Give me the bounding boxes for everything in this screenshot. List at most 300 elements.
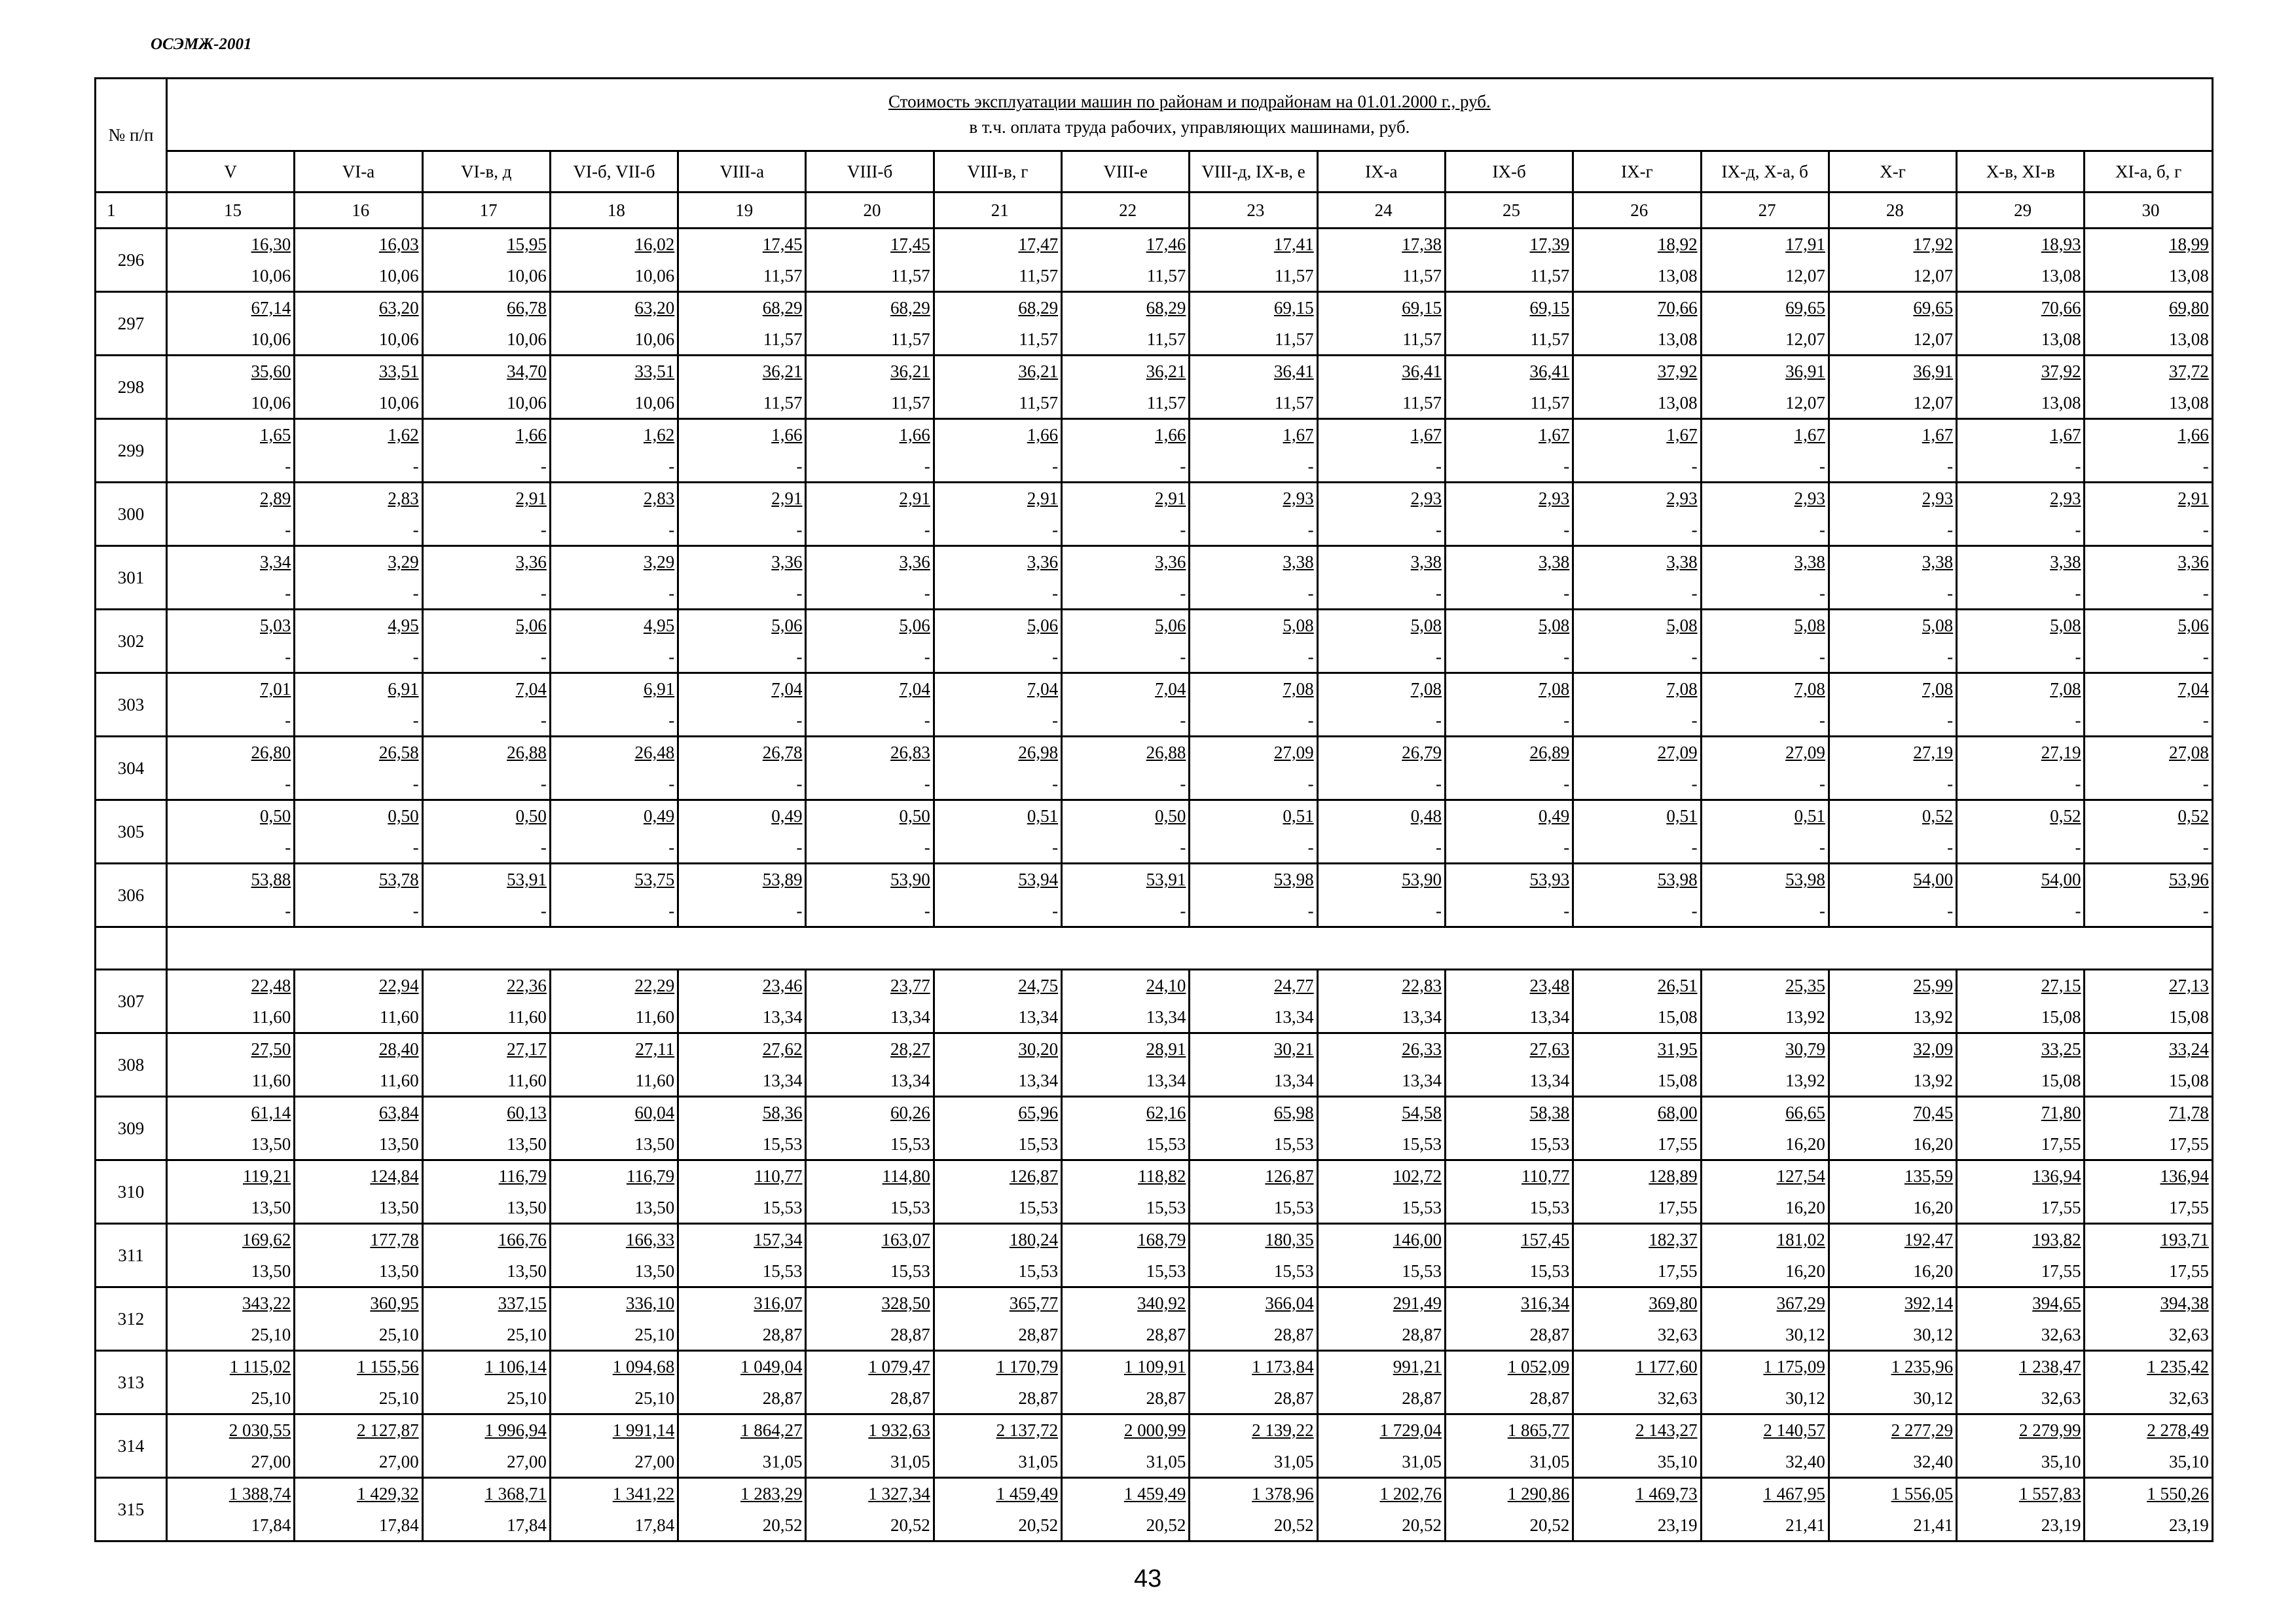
wage-value: 11,57	[1530, 266, 1570, 286]
header-title-cell	[167, 79, 2213, 151]
cost-value: 1 469,73	[1635, 1484, 1698, 1504]
wage-value: -	[285, 774, 291, 794]
value-cell	[422, 1287, 550, 1351]
wage-value: 28,87	[1146, 1325, 1186, 1344]
wage-value: -	[924, 520, 930, 540]
column-number: 1	[96, 193, 167, 229]
column-number: 23	[1190, 193, 1317, 229]
wage-value: 15,08	[2169, 1071, 2209, 1090]
value-cell	[550, 1478, 678, 1541]
wage-value: -	[285, 901, 291, 921]
wage-value: 15,53	[1273, 1261, 1314, 1281]
cost-value: 110,77	[1522, 1166, 1570, 1186]
value-cell	[678, 1414, 806, 1478]
wage-value: -	[285, 710, 291, 730]
wage-value: -	[1947, 583, 1954, 603]
row-number: 300	[96, 483, 167, 546]
cost-value: 3,38	[2050, 552, 2081, 572]
wage-value: -	[1691, 583, 1698, 603]
cost-value: 7,04	[515, 679, 547, 699]
value-cell	[1317, 610, 1445, 673]
cost-value: 17,92	[1913, 234, 1954, 254]
cost-value: 127,54	[1776, 1166, 1825, 1186]
value-cell	[1062, 546, 1190, 610]
wage-value: 15,08	[2169, 1007, 2209, 1027]
cost-value: 22,83	[1402, 976, 1442, 995]
wage-value: 25,10	[251, 1325, 291, 1344]
value-cell	[934, 970, 1061, 1033]
value-cell	[1957, 1287, 2085, 1351]
value-cell	[1190, 864, 1317, 927]
wage-value: 20,52	[1018, 1515, 1059, 1535]
value-cell	[806, 737, 934, 800]
cost-value: 3,38	[1283, 552, 1314, 572]
wage-value: 15,53	[1402, 1261, 1442, 1281]
value-cell	[678, 356, 806, 419]
wage-value: 12,07	[1913, 393, 1954, 413]
wage-value: -	[1052, 774, 1059, 794]
row-number: 314	[96, 1414, 167, 1478]
value-cell	[295, 229, 422, 292]
wage-value: 11,57	[1530, 393, 1570, 413]
column-number: 21	[934, 193, 1061, 229]
table-row	[96, 800, 2213, 864]
cost-value: 1 235,42	[2147, 1357, 2209, 1376]
column-number: 25	[1445, 193, 1573, 229]
wage-value: 16,20	[1913, 1134, 1954, 1154]
wage-value: -	[1563, 647, 1570, 667]
column-number: 24	[1317, 193, 1445, 229]
column-header: VI-в, д	[422, 151, 550, 193]
table-row	[96, 292, 2213, 356]
wage-value: -	[1691, 647, 1698, 667]
value-cell	[1573, 737, 1701, 800]
cost-value: 18,93	[2041, 234, 2081, 254]
cost-value: 2 279,99	[2018, 1420, 2081, 1440]
value-cell	[1445, 356, 1573, 419]
wage-value: 23,19	[1657, 1515, 1698, 1535]
column-number: 20	[806, 193, 934, 229]
value-cell	[1701, 970, 1829, 1033]
table-row	[96, 970, 2213, 1033]
wage-value: -	[1435, 456, 1442, 476]
cost-value: 26,33	[1402, 1039, 1442, 1059]
cost-value: 119,21	[243, 1166, 291, 1186]
wage-value: 10,06	[634, 393, 675, 413]
value-cell	[1445, 229, 1573, 292]
wage-value: 17,84	[378, 1515, 419, 1535]
wage-value: 20,52	[1273, 1515, 1314, 1535]
table-row	[96, 610, 2213, 673]
cost-value: 69,65	[1913, 298, 1954, 318]
value-cell	[1190, 610, 1317, 673]
column-header: VIII-д, IX-в, е	[1190, 151, 1317, 193]
cost-value: 3,29	[643, 552, 675, 572]
value-cell	[1317, 800, 1445, 864]
value-cell	[806, 292, 934, 356]
wage-value: 17,84	[251, 1515, 291, 1535]
column-headers-row	[96, 151, 2213, 193]
value-cell	[1957, 800, 2085, 864]
cost-value: 2 030,55	[228, 1420, 291, 1440]
value-cell	[1957, 610, 2085, 673]
cost-value: 26,83	[890, 743, 930, 762]
value-cell	[1701, 610, 1829, 673]
cost-value: 3,38	[1794, 552, 1825, 572]
wage-value: 11,60	[251, 1007, 291, 1027]
wage-value: -	[1947, 456, 1954, 476]
wage-value: -	[1180, 774, 1186, 794]
wage-value: -	[1052, 710, 1059, 730]
wage-value: 15,53	[1529, 1261, 1570, 1281]
cost-value: 5,08	[1410, 616, 1442, 635]
wage-value: 27,00	[251, 1452, 291, 1471]
table-row	[96, 737, 2213, 800]
wage-value: -	[1947, 710, 1954, 730]
value-cell	[1445, 1287, 1573, 1351]
cost-value: 27,13	[2169, 976, 2209, 995]
value-cell	[1317, 737, 1445, 800]
wage-value: 27,00	[507, 1452, 547, 1471]
cost-value: 28,91	[1146, 1039, 1186, 1059]
wage-value: 28,87	[1402, 1325, 1442, 1344]
value-cell	[1445, 737, 1573, 800]
cost-value: 1,67	[2050, 425, 2081, 445]
value-cell	[1573, 864, 1701, 927]
cost-value: 124,84	[370, 1166, 419, 1186]
cost-value: 37,92	[1657, 361, 1698, 381]
cost-value: 1,67	[1283, 425, 1314, 445]
cost-value: 23,77	[890, 976, 930, 995]
wage-value: 28,87	[1018, 1325, 1059, 1344]
value-cell	[1062, 1478, 1190, 1541]
table-row	[96, 546, 2213, 610]
wage-value: 31,05	[1529, 1452, 1570, 1471]
value-cell	[1701, 1224, 1829, 1287]
cost-value: 33,51	[634, 361, 675, 381]
wage-value: 11,57	[1402, 266, 1442, 286]
wage-value: -	[1052, 456, 1059, 476]
wage-value: 11,57	[891, 329, 930, 349]
wage-value: 11,57	[1019, 329, 1059, 349]
value-cell	[1829, 1351, 1956, 1414]
machine-cost-table	[94, 77, 2214, 1542]
wage-value: 32,63	[1657, 1325, 1698, 1344]
value-cell	[1829, 673, 1956, 737]
wage-value: 13,34	[762, 1071, 803, 1090]
cost-value: 110,77	[754, 1166, 803, 1186]
cost-value: 1 865,77	[1507, 1420, 1570, 1440]
value-cell	[1445, 483, 1573, 546]
wage-value: 17,55	[2041, 1261, 2081, 1281]
value-cell	[422, 673, 550, 737]
cost-value: 54,58	[1402, 1103, 1442, 1122]
value-cell	[422, 864, 550, 927]
value-cell	[678, 1287, 806, 1351]
value-cell	[1445, 1160, 1573, 1224]
value-cell	[1829, 970, 1956, 1033]
cost-value: 2,89	[260, 489, 291, 508]
cost-value: 27,62	[762, 1039, 803, 1059]
value-cell	[295, 610, 422, 673]
wage-value: 13,08	[2169, 329, 2209, 349]
wage-value: 13,34	[1273, 1007, 1314, 1027]
cost-value: 33,51	[378, 361, 419, 381]
cost-value: 17,41	[1273, 234, 1314, 254]
value-cell	[1445, 1414, 1573, 1478]
cost-value: 22,94	[378, 976, 419, 995]
value-cell	[1062, 970, 1190, 1033]
wage-value: -	[1052, 647, 1059, 667]
wage-value: 25,10	[251, 1388, 291, 1408]
value-cell	[934, 229, 1061, 292]
value-cell	[2085, 864, 2212, 927]
wage-value: -	[1563, 774, 1570, 794]
cost-value: 1 932,63	[868, 1420, 930, 1440]
cost-value: 116,79	[498, 1166, 547, 1186]
cost-value: 18,99	[2169, 234, 2209, 254]
wage-value: 30,12	[1913, 1325, 1954, 1344]
wage-value: -	[2202, 901, 2209, 921]
cost-value: 24,75	[1018, 976, 1059, 995]
cost-value: 157,45	[1521, 1230, 1570, 1249]
value-cell	[1701, 1414, 1829, 1478]
cost-value: 54,00	[2041, 870, 2081, 889]
wage-value: 15,53	[890, 1198, 930, 1217]
wage-value: 31,05	[762, 1452, 803, 1471]
row-number: 313	[96, 1351, 167, 1414]
cost-value: 1,66	[899, 425, 930, 445]
cost-value: 17,39	[1529, 234, 1570, 254]
wage-value: 11,60	[507, 1007, 547, 1027]
cost-value: 0,50	[260, 806, 291, 826]
cost-value: 1,66	[2178, 425, 2209, 445]
wage-value: 17,55	[2169, 1198, 2209, 1217]
value-cell	[1317, 1224, 1445, 1287]
wage-value: 13,08	[2169, 393, 2209, 413]
cost-value: 4,95	[388, 616, 419, 635]
value-cell	[550, 419, 678, 483]
wage-value: 28,87	[1018, 1388, 1059, 1408]
wage-value: 11,60	[379, 1071, 419, 1090]
value-cell	[1062, 1224, 1190, 1287]
cost-value: 1 115,02	[229, 1357, 291, 1376]
cost-value: 17,47	[1018, 234, 1059, 254]
value-cell	[934, 610, 1061, 673]
cost-value: 36,41	[1273, 361, 1314, 381]
column-number: 16	[295, 193, 422, 229]
value-cell	[1701, 1478, 1829, 1541]
cost-value: 26,51	[1657, 976, 1698, 995]
wage-value: -	[2075, 456, 2081, 476]
wage-value: 15,53	[890, 1261, 930, 1281]
wage-value: 30,12	[1785, 1388, 1825, 1408]
value-cell	[422, 419, 550, 483]
value-cell	[422, 1160, 550, 1224]
cost-value: 70,66	[1657, 298, 1698, 318]
cost-value: 27,19	[1913, 743, 1954, 762]
value-cell	[295, 1097, 422, 1160]
wage-value: 10,06	[251, 266, 291, 286]
column-header: VIII-а	[678, 151, 806, 193]
cost-value: 34,70	[507, 361, 547, 381]
cost-value: 68,00	[1657, 1103, 1698, 1122]
wage-value: -	[412, 647, 419, 667]
value-cell	[167, 1160, 295, 1224]
cost-value: 53,91	[1146, 870, 1186, 889]
value-cell	[1445, 970, 1573, 1033]
cost-value: 26,48	[634, 743, 675, 762]
value-cell	[934, 800, 1061, 864]
value-cell	[678, 1478, 806, 1541]
cost-value: 2 139,22	[1252, 1420, 1314, 1440]
value-cell	[1573, 356, 1701, 419]
value-cell	[1573, 970, 1701, 1033]
value-cell	[934, 1033, 1061, 1097]
wage-value: 13,08	[1657, 266, 1698, 286]
wage-value: -	[1052, 838, 1059, 857]
wage-value: 11,57	[1019, 393, 1059, 413]
value-cell	[934, 483, 1061, 546]
cost-value: 27,15	[2041, 976, 2081, 995]
column-header: V	[167, 151, 295, 193]
section-separator-row	[96, 927, 2213, 970]
wage-value: 15,53	[1273, 1134, 1314, 1154]
value-cell	[934, 1224, 1061, 1287]
value-cell	[2085, 610, 2212, 673]
wage-value: 15,53	[1018, 1261, 1059, 1281]
value-cell	[1957, 419, 2085, 483]
cost-value: 2,93	[1794, 489, 1825, 508]
value-cell	[295, 1160, 422, 1224]
wage-value: 13,50	[251, 1134, 291, 1154]
value-cell	[1445, 864, 1573, 927]
value-cell	[1573, 546, 1701, 610]
value-cell	[1957, 546, 2085, 610]
cost-value: 0,51	[1794, 806, 1825, 826]
column-header: IX-д, X-а, б	[1701, 151, 1829, 193]
cost-value: 316,34	[1521, 1293, 1570, 1313]
table-row	[96, 1160, 2213, 1224]
value-cell	[1829, 356, 1956, 419]
wage-value: 12,07	[1913, 329, 1954, 349]
cost-value: 22,29	[634, 976, 675, 995]
cost-value: 53,75	[634, 870, 675, 889]
value-cell	[934, 1160, 1061, 1224]
cost-value: 128,89	[1649, 1166, 1698, 1186]
value-cell	[1573, 1287, 1701, 1351]
cost-value: 5,06	[2178, 616, 2209, 635]
cost-value: 7,08	[1410, 679, 1442, 699]
value-cell	[1829, 1224, 1956, 1287]
value-cell	[1190, 1224, 1317, 1287]
wage-value: 16,20	[1785, 1261, 1825, 1281]
wage-value: -	[2202, 774, 2209, 794]
value-cell	[1062, 864, 1190, 927]
wage-value: 15,53	[762, 1261, 803, 1281]
cost-value: 4,95	[643, 616, 675, 635]
wage-value: -	[1307, 520, 1314, 540]
cost-value: 23,46	[762, 976, 803, 995]
wage-value: -	[1819, 520, 1825, 540]
cost-value: 35,60	[251, 361, 291, 381]
value-cell	[934, 864, 1061, 927]
cost-value: 53,98	[1273, 870, 1314, 889]
wage-value: 15,08	[2041, 1007, 2081, 1027]
wage-value: 32,63	[2169, 1325, 2209, 1344]
value-cell	[1190, 1478, 1317, 1541]
wage-value: -	[924, 774, 930, 794]
cost-value: 2 278,49	[2147, 1420, 2209, 1440]
value-cell	[2085, 1414, 2212, 1478]
value-cell	[295, 1478, 422, 1541]
cost-value: 68,29	[1018, 298, 1059, 318]
cost-value: 169,62	[242, 1230, 291, 1249]
wage-value: 12,07	[1785, 329, 1825, 349]
value-cell	[806, 610, 934, 673]
column-header: VIII-в, г	[934, 151, 1061, 193]
value-cell	[1957, 1478, 2085, 1541]
cost-value: 1 729,04	[1379, 1420, 1442, 1440]
value-cell	[678, 1160, 806, 1224]
cost-value: 0,50	[1155, 806, 1186, 826]
row-number: 305	[96, 800, 167, 864]
value-cell	[167, 1351, 295, 1414]
cost-value: 36,21	[1018, 361, 1059, 381]
cost-value: 118,82	[1138, 1166, 1186, 1186]
value-cell	[1317, 1160, 1445, 1224]
wage-value: 13,34	[1018, 1071, 1059, 1090]
wage-value: 13,92	[1785, 1007, 1825, 1027]
wage-value: -	[924, 456, 930, 476]
cost-value: 193,71	[2160, 1230, 2209, 1249]
wage-value: 13,34	[1529, 1007, 1570, 1027]
cost-value: 26,88	[1146, 743, 1186, 762]
cost-value: 36,41	[1529, 361, 1570, 381]
cost-value: 366,04	[1265, 1293, 1314, 1313]
wage-value: 12,07	[1785, 266, 1825, 286]
cost-value: 102,72	[1393, 1166, 1442, 1186]
cost-value: 2,93	[1922, 489, 1954, 508]
cost-value: 30,79	[1785, 1039, 1825, 1059]
wage-value: -	[1819, 901, 1825, 921]
wage-value: -	[1947, 901, 1954, 921]
cost-value: 3,36	[2178, 552, 2209, 572]
value-cell	[422, 1478, 550, 1541]
wage-value: 10,06	[634, 266, 675, 286]
value-cell	[1190, 970, 1317, 1033]
value-cell	[422, 1033, 550, 1097]
cost-value: 181,02	[1776, 1230, 1825, 1249]
value-cell	[2085, 1033, 2212, 1097]
cost-value: 5,08	[1666, 616, 1698, 635]
wage-value: 13,08	[1657, 329, 1698, 349]
cost-value: 1 368,71	[484, 1484, 547, 1504]
value-cell	[422, 229, 550, 292]
value-cell	[550, 1033, 678, 1097]
wage-value: -	[1307, 774, 1314, 794]
value-cell	[550, 292, 678, 356]
value-cell	[2085, 419, 2212, 483]
wage-value: -	[285, 583, 291, 603]
wage-value: -	[1180, 520, 1186, 540]
cost-value: 0,51	[1027, 806, 1059, 826]
value-cell	[1701, 800, 1829, 864]
cost-value: 2 277,29	[1891, 1420, 1954, 1440]
wage-value: 28,87	[1529, 1388, 1570, 1408]
value-cell	[1190, 1097, 1317, 1160]
cost-value: 2 137,72	[996, 1420, 1059, 1440]
